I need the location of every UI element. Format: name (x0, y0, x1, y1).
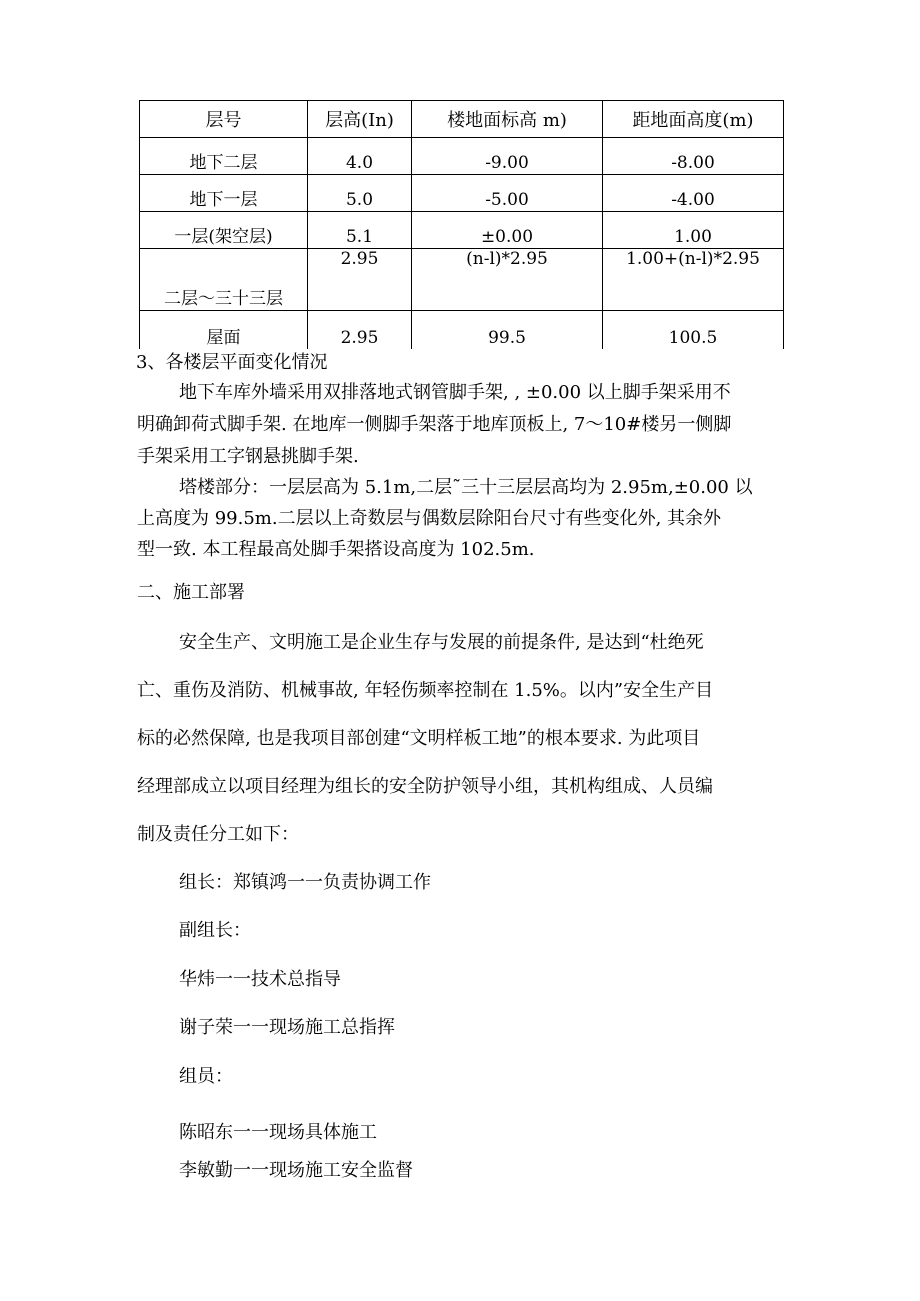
cell-height: 2.95 (308, 249, 412, 311)
table-row (140, 249, 784, 311)
table-row (140, 138, 784, 175)
cell-height: 5.0 (308, 175, 412, 212)
deputy-line: 华炜一一技术总指导 (179, 969, 341, 990)
cell-distance: 1.00 (603, 212, 784, 249)
paragraph-line: 亡、重伤及消防、机械事故, 年轻伤频率控制在 1.5%。以内”安全生产目 (137, 680, 714, 701)
cell-height: 2.95 (308, 311, 412, 349)
cell-floor: 地下一层 (140, 175, 308, 212)
section-heading: 3、各楼层平面变化情况 (136, 352, 328, 373)
cell-elevation: -9.00 (412, 138, 603, 175)
paragraph-line: 制及责任分工如下： (137, 824, 299, 845)
cell-elevation: 99.5 (412, 311, 603, 349)
header-distance: 距地面高度(m) (603, 101, 784, 138)
table-row (140, 212, 784, 249)
cell-floor: 二层～三十三层 (140, 249, 308, 311)
deputy-line: 谢子荣一一现场施工总指挥 (179, 1017, 395, 1038)
cell-distance: 1.00+(n-l)*2.95 (603, 249, 784, 311)
cell-elevation: (n-l)*2.95 (412, 249, 603, 311)
paragraph-line: 上高度为 99.5m.二层以上奇数层与偶数层除阳台尺寸有些变化外, 其余外 (137, 508, 722, 529)
deputy-label: 副组长： (179, 920, 251, 941)
cell-elevation: ±0.00 (412, 212, 603, 249)
cell-elevation: -5.00 (412, 175, 603, 212)
paragraph-line: 安全生产、文明施工是企业生存与发展的前提条件, 是达到“杜绝死 (179, 632, 704, 653)
table-header-row (140, 101, 784, 138)
cell-distance: 100.5 (603, 311, 784, 349)
cell-height: 4.0 (308, 138, 412, 175)
members-label: 组员： (179, 1066, 233, 1087)
paragraph-line: 手架采用工字钢悬挑脚手架. (137, 446, 359, 467)
paragraph-line: 标的必然保障, 也是我项目部创建“文明样板工地”的根本要求. 为此项目 (137, 728, 701, 749)
floor-height-table (139, 100, 784, 349)
section-heading: 二、施工部署 (137, 582, 245, 603)
header-floor-height: 层高(In) (308, 101, 412, 138)
cell-distance: -8.00 (603, 138, 784, 175)
cell-floor: 一层(架空层) (140, 212, 308, 249)
leader-line: 组长：郑镇鸿一一负责协调工作 (179, 872, 431, 893)
paragraph-line: 塔楼部分：一层层高为 5.1m,二层˜三十三层层高均为 2.95m,±0.00 以 (179, 477, 753, 498)
paragraph-line: 地下车库外墙采用双排落地式钢管脚手架, , ±0.00 以上脚手架采用不 (179, 382, 731, 403)
paragraph-line: 型一致. 本工程最高处脚手架搭设高度为 102.5m. (137, 539, 535, 560)
paragraph-line: 经理部成立以项目经理为组长的安全防护领导小组，其机构组成、人员编 (137, 776, 713, 797)
header-elevation: 楼地面标高 m) (412, 101, 603, 138)
cell-height: 5.1 (308, 212, 412, 249)
member-line: 李敏勤一一现场施工安全监督 (179, 1160, 413, 1181)
cell-floor: 地下二层 (140, 138, 308, 175)
paragraph-line: 明确卸荷式脚手架. 在地库一侧脚手架落于地库顶板上, 7～10#楼另一侧脚 (137, 414, 732, 435)
header-floor: 层号 (140, 101, 308, 138)
member-line: 陈昭东一一现场具体施工 (179, 1122, 377, 1143)
cell-distance: -4.00 (603, 175, 784, 212)
table-row (140, 311, 784, 349)
table-row (140, 175, 784, 212)
cell-floor: 屋面 (140, 311, 308, 349)
